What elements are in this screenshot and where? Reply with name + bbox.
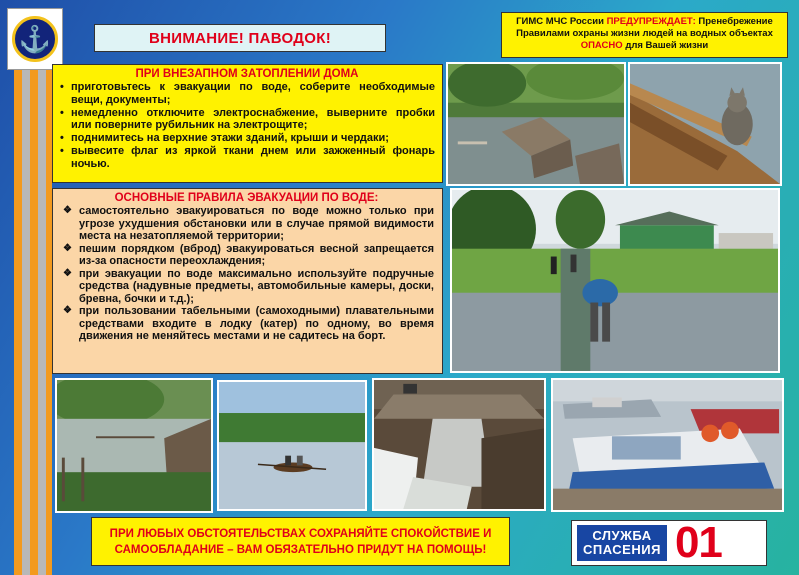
photo-hovercraft [551, 378, 784, 512]
evacuation-item: ❖ самостоятельно эвакуироваться по воде можно только при угрозе ухудшения обстановки или в случае прямой видимости места на незатопляемой территории; [59, 205, 434, 243]
evacuation-item: ❖ пешим порядком (вброд) эвакуироваться весной запрещается из-за опасности переохлаждения; [59, 243, 434, 268]
calm-message: ПРИ ЛЮБЫХ ОБСТОЯТЕЛЬСТВАХ СОХРАНЯЙТЕ СПОКОЙСТВИЕ И САМООБЛАДАНИЕ – ВАМ ОБЯЗАТЕЛЬНО ПРИДУТ НА ПОМОЩЬ! [91, 517, 510, 566]
warning-middle: Пренебрежение Правилами охраны жизни людей на водных объектах [516, 16, 773, 39]
rescue-phone-number: 01 [674, 518, 722, 567]
warning-highlight: ПРЕДУПРЕЖДАЕТ: [606, 16, 696, 27]
evacuation-rules [52, 188, 443, 374]
evacuation-item: ❖ при пользовании табельными (самоходными) плавательными средствами входите в лодку (катер) по одному, во время движения не меняйтесь местами и не садитесь на борт. [59, 305, 434, 343]
warning-notice [501, 12, 788, 58]
page-title: ВНИМАНИЕ! ПАВОДОК! [94, 24, 386, 52]
gims-logo [7, 8, 63, 70]
flood-item: • приготовьтесь к эвакуации по воде, соберите необходимые вещи, документы; [59, 81, 435, 107]
flood-item: • поднимитесь на верхние этажи зданий, крыши и чердаки; [59, 132, 435, 145]
flood-item: • вывесите флаг из яркой ткани днем или зажженный фонарь ночью. [59, 145, 435, 171]
photo-cat-boat [628, 62, 782, 186]
service-line-2: СПАСЕНИЯ [583, 542, 661, 557]
decorative-stripes [0, 70, 52, 575]
photo-rowing-boat [217, 380, 367, 511]
photo-dam-torrent [372, 378, 546, 511]
warning-prefix: ГИМС МЧС России [516, 16, 604, 27]
evacuation-item: ❖ при эвакуации по воде максимально используйте подручные средства (надувные предметы, автомобильные камеры, доски, бревна, бочки и т.д.); [59, 268, 434, 306]
photo-flooded-houses [446, 62, 626, 186]
flood-item: • немедленно отключите электроснабжение, выверните пробки или поверните рубильник на электрощите; [59, 107, 435, 133]
warning-danger: ОПАСНО [580, 40, 623, 51]
service-line-1: СЛУЖБА [592, 528, 652, 543]
warning-suffix: для Вашей жизни [625, 40, 709, 51]
photo-flooded-yard [55, 378, 213, 513]
rescue-service-label [577, 525, 667, 561]
anchor-icon: ⚓ [12, 16, 58, 62]
rescue-service-badge [571, 520, 767, 566]
evacuation-heading: ОСНОВНЫЕ ПРАВИЛА ЭВАКУАЦИИ ПО ВОДЕ: [114, 192, 379, 204]
photo-person-wading [450, 188, 780, 373]
flood-instructions [52, 64, 443, 183]
flood-heading: ПРИ ВНЕЗАПНОМ ЗАТОПЛЕНИИ ДОМА [135, 68, 359, 80]
